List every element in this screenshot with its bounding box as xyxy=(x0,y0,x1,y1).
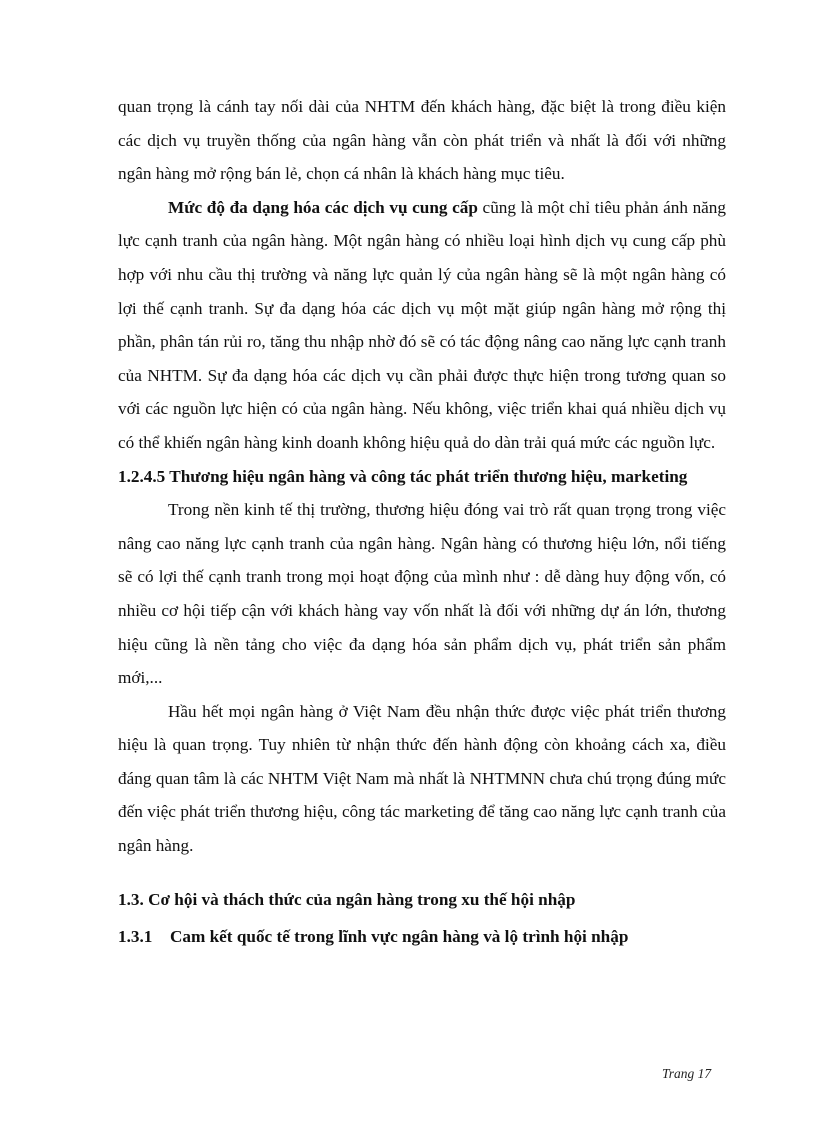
paragraph-service-diversification-text: cũng là một chỉ tiêu phản ánh năng lực cạnh tranh của ngân hàng. Một ngân hàng có nhiều loại hình dịch vụ cung cấp phù hợp với nhu cầu thị trường và năng lực quản lý của ngân hàng sẽ là một ngân hàng có lợi thế cạnh tranh. Sự đa dạng hóa các dịch vụ một mặt giúp ngân hàng mở rộng thị phần, phân tán rủi ro, tăng thu nhập nhờ đó sẽ có tác động nâng cao năng lực cạnh tranh của NHTM. Sự đa dạng hóa các dịch vụ cần phải được thực hiện trong tương quan so với các nguồn lực hiện có của ngân hàng. Nếu không, việc triển khai quá nhiều dịch vụ có thể khiến ngân hàng kinh doanh không hiệu quả do dàn trải quá mức các nguồn lực. xyxy=(118,197,726,452)
heading-1-3: 1.3. Cơ hội và thách thức của ngân hàng trong xu thế hội nhập xyxy=(118,889,576,909)
heading-1-2-4-5: 1.2.4.5 Thương hiệu ngân hàng và công tác phát triển thương hiệu, marketing xyxy=(118,466,688,486)
page-content xyxy=(118,90,726,954)
paragraph-brand-market: Trong nền kinh tế thị trường, thương hiệu đóng vai trò rất quan trọng trong việc nâng cao năng lực cạnh tranh của ngân hàng. Ngân hàng có thương hiệu lớn, nổi tiếng sẽ có lợi thế cạnh tranh trong mọi hoạt động của mình như : dễ dàng huy động vốn, có nhiều cơ hội tiếp cận với khách hàng vay vốn nhất là đối với những dự án lớn, thương hiệu cũng là nền tảng cho việc đa dạng hóa sản phẩm dịch vụ, phát triển sản phẩm mới,... xyxy=(118,500,726,688)
heading-1-3-1 xyxy=(118,920,726,954)
bold-term-diversification: Mức độ đa dạng hóa các dịch vụ cung cấp xyxy=(168,197,478,217)
page-number: Trang 17 xyxy=(662,1066,712,1081)
paragraph-brand-vietnam: Hầu hết mọi ngân hàng ở Việt Nam đều nhận thức được việc phát triển thương hiệu là quan trọng. Tuy nhiên từ nhận thức đến hành động còn khoảng cách xa, điều đáng quan tâm là các NHTM Việt Nam mà nhất là NHTMNN chưa chú trọng đúng mức đến việc phát triển thương hiệu, công tác marketing để tăng cao năng lực cạnh tranh của ngân hàng. xyxy=(118,701,726,856)
paragraph-branch-network: quan trọng là cánh tay nối dài của NHTM đến khách hàng, đặc biệt là trong điều kiện các dịch vụ truyền thống của ngân hàng vẫn còn phát triển và nhất là đối với những ngân hàng mở rộng bán lẻ, chọn cá nhân là khách hàng mục tiêu. xyxy=(118,97,726,184)
heading-1-3-1-text: Cam kết quốc tế trong lĩnh vực ngân hàng và lộ trình hội nhập xyxy=(170,927,629,947)
paragraph-service-diversification xyxy=(118,191,726,460)
heading-1-3-1-number: 1.3.1 xyxy=(118,927,153,947)
